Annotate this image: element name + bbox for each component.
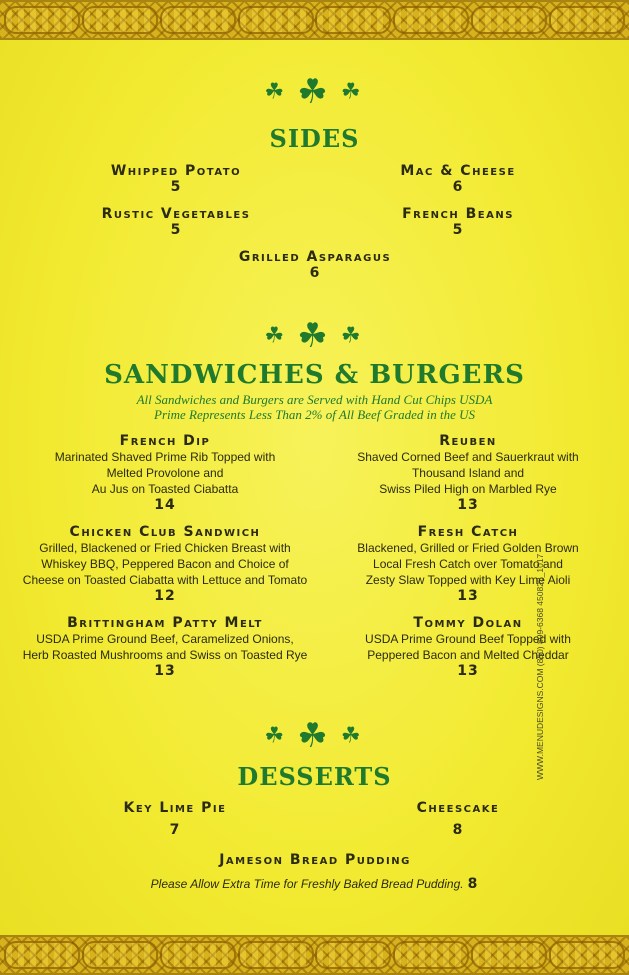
item-desc: Whiskey BBQ, Peppered Bacon and Choice of — [41, 557, 289, 571]
shamrock-icon: ☘ — [340, 323, 365, 349]
shamrock-icon: ☘ — [264, 323, 289, 349]
shamrock-icon: ☘ — [340, 79, 365, 105]
item-price: 13 — [457, 663, 479, 679]
sides-heading: SIDES — [269, 124, 360, 153]
celtic-knot-icon — [315, 6, 391, 34]
celtic-knot-icon — [238, 6, 314, 34]
item-price: 6 — [452, 179, 464, 195]
item-desc: Thousand Island and — [411, 466, 525, 480]
item-desc: Peppered Bacon and Melted Cheddar — [367, 648, 569, 662]
menu-item — [318, 524, 618, 604]
celtic-knot-icon — [393, 6, 469, 34]
item-desc: Local Fresh Catch over Tomato and — [373, 557, 563, 571]
item-price: 14 — [154, 497, 176, 513]
celtic-border-bottom — [0, 935, 629, 975]
item-name: Chicken Club Sandwich — [69, 524, 261, 540]
item-desc: Au Jus on Toasted Ciabatta — [91, 482, 239, 496]
menu-item — [378, 206, 538, 238]
celtic-knot-icon — [4, 941, 80, 969]
item-desc: Cheese on Toasted Ciabatta with Lettuce and Tomato — [22, 573, 308, 587]
celtic-knot-icon — [82, 6, 158, 34]
item-price: 13 — [457, 588, 479, 604]
menu-item — [378, 163, 538, 195]
celtic-knot-icon — [549, 6, 625, 34]
celtic-knot-icon — [238, 941, 314, 969]
shamrock-icon: ☘ — [297, 316, 332, 356]
item-price: 6 — [309, 265, 321, 281]
celtic-knot-icon — [393, 941, 469, 969]
item-desc: Shaved Corned Beef and Sauerkraut with — [357, 450, 579, 464]
menu-item — [96, 163, 256, 195]
item-name: French Dip — [119, 433, 211, 449]
sandwiches-note-line1: All Sandwiches and Burgers are Served with Hand Cut Chips USDA — [136, 392, 493, 407]
desserts-heading: DESSERTS — [237, 762, 392, 791]
celtic-knot-icon — [4, 6, 80, 34]
item-desc: Herb Roasted Mushrooms and Swiss on Toasted Rye — [22, 648, 308, 662]
item-name: Cheescake — [416, 800, 500, 816]
item-name: Fresh Catch — [417, 524, 519, 540]
celtic-knot-icon — [315, 941, 391, 969]
shamrock-icon: ☘ — [264, 79, 289, 105]
celtic-knot-icon — [160, 941, 236, 969]
celtic-knot-icon — [160, 6, 236, 34]
menu-item — [76, 206, 276, 238]
printer-credit: WWW.MENUDESIGNS.COM (850) 899-6368 450823_1017 — [535, 553, 545, 780]
celtic-knot-icon — [471, 6, 547, 34]
sandwiches-heading: SANDWICHES & BURGERS — [104, 360, 525, 390]
menu-item — [318, 433, 618, 513]
item-price: 5 — [170, 222, 182, 238]
menu-item — [15, 524, 315, 604]
item-price: 8 — [467, 876, 479, 892]
item-desc: Zesty Slaw Topped with Key Lime Aioli — [365, 573, 571, 587]
celtic-knot-icon — [82, 941, 158, 969]
shamrock-divider-sandwiches — [0, 316, 629, 356]
item-note: Please Allow Extra Time for Freshly Baked Bread Pudding. — [150, 877, 464, 891]
menu-item — [15, 433, 315, 513]
item-name: Mac & Cheese — [400, 163, 516, 179]
shamrock-divider-sides — [0, 72, 629, 112]
item-name: Brittingham Patty Melt — [67, 615, 263, 631]
item-desc: USDA Prime Ground Beef, Caramelized Onions, — [36, 632, 294, 646]
item-desc: Blackened, Grilled or Fried Golden Brown — [357, 541, 579, 555]
item-price: 13 — [154, 663, 176, 679]
celtic-border-top — [0, 0, 629, 40]
item-price: 5 — [170, 179, 182, 195]
item-name: Key Lime Pie — [123, 800, 227, 816]
item-desc: USDA Prime Ground Beef Topped with — [365, 632, 571, 646]
item-price: 8 — [452, 822, 464, 838]
menu-item — [165, 852, 465, 868]
menu-item — [95, 800, 255, 838]
item-desc: Marinated Shaved Prime Rib Topped with — [54, 450, 276, 464]
item-price: 13 — [457, 497, 479, 513]
item-name: Reuben — [439, 433, 497, 449]
celtic-knot-icon — [549, 941, 625, 969]
item-desc: Melted Provolone and — [106, 466, 224, 480]
shamrock-icon: ☘ — [340, 723, 365, 749]
menu-item — [200, 249, 430, 281]
shamrock-icon: ☘ — [297, 72, 332, 112]
bread-pudding-note — [0, 876, 629, 892]
menu-item — [318, 615, 618, 679]
menu-item — [15, 615, 315, 679]
item-desc: Grilled, Blackened or Fried Chicken Breast with — [39, 541, 291, 555]
shamrock-icon: ☘ — [297, 716, 332, 756]
item-name: French Beans — [402, 206, 514, 222]
item-price: 12 — [154, 588, 176, 604]
celtic-knot-icon — [471, 941, 547, 969]
item-price: 7 — [169, 822, 181, 838]
shamrock-icon: ☘ — [264, 723, 289, 749]
item-desc: Swiss Piled High on Marbled Rye — [379, 482, 557, 496]
item-name: Rustic Vegetables — [101, 206, 251, 222]
sandwiches-note-line2: Prime Represents Less Than 2% of All Beef Graded in the US — [154, 407, 475, 422]
menu-item — [378, 800, 538, 838]
item-name: Whipped Potato — [110, 163, 242, 179]
item-name: Jameson Bread Pudding — [219, 852, 411, 868]
item-price: 5 — [452, 222, 464, 238]
item-name: Grilled Asparagus — [238, 249, 392, 265]
item-name: Tommy Dolan — [413, 615, 523, 631]
